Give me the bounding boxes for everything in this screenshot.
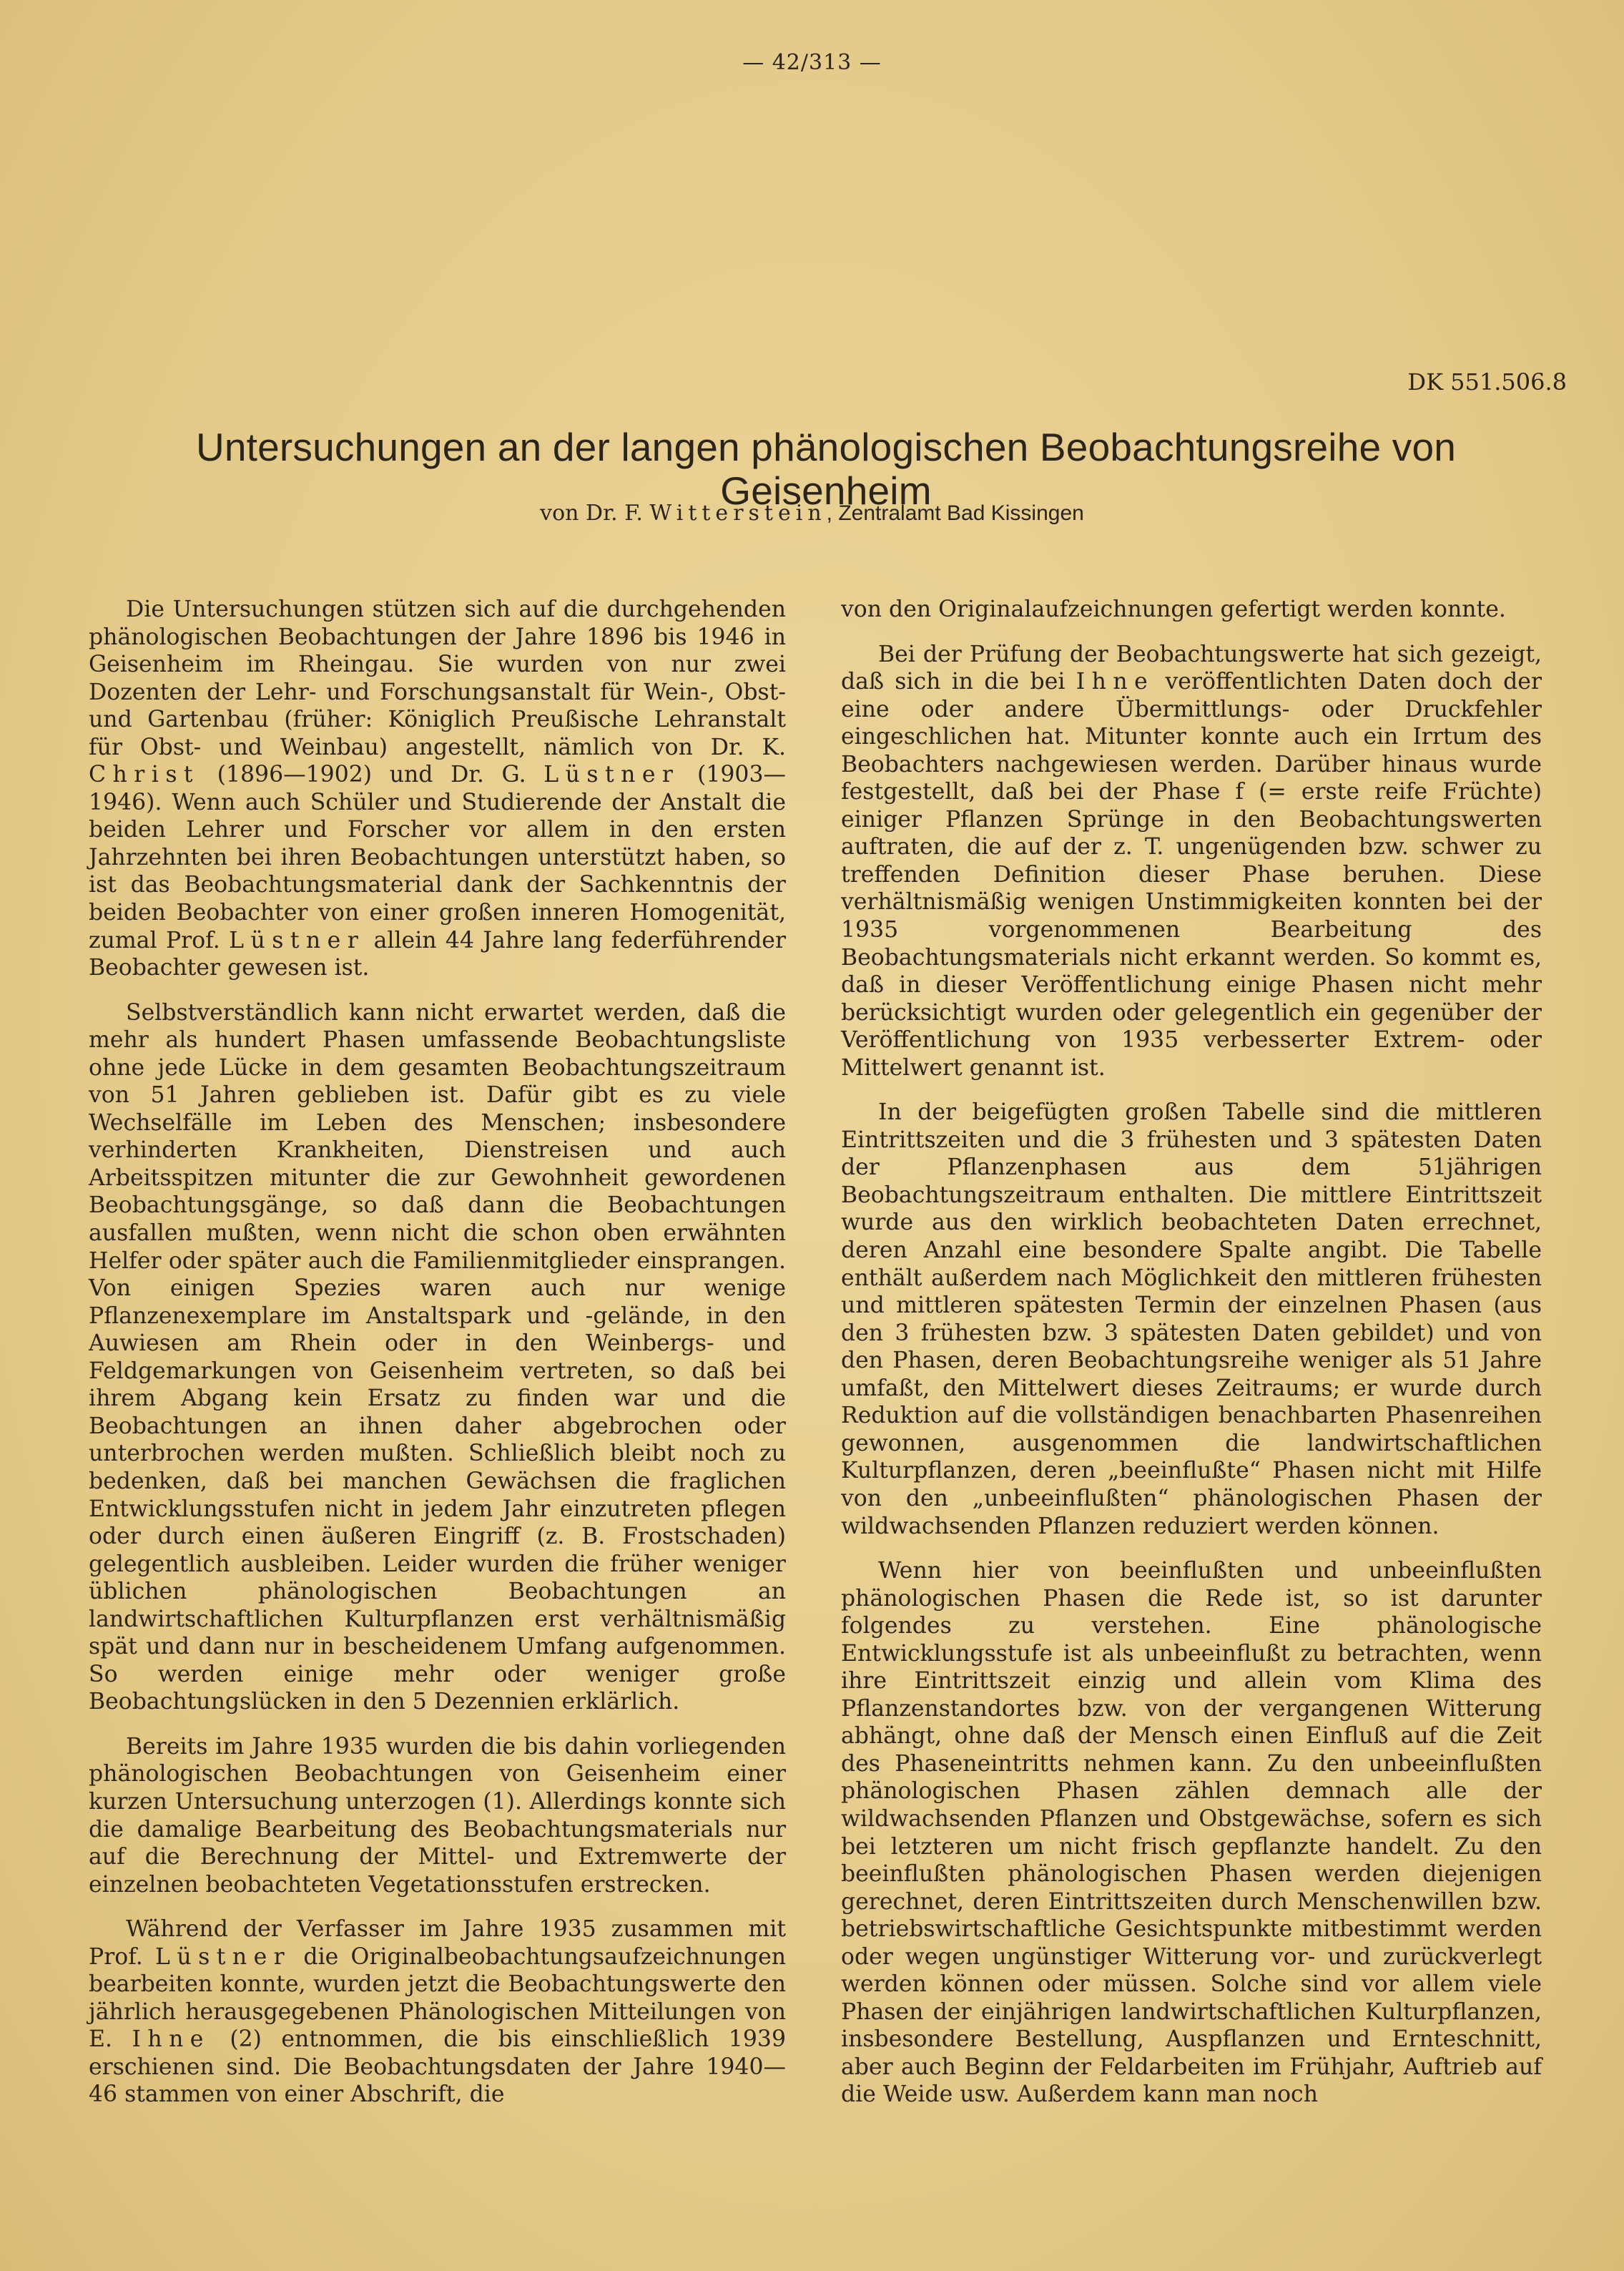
- paragraph: Wenn hier von beeinflußten und unbeeinflußten phänologischen Phasen die Rede ist, so ist darunter folgendes zu verstehen. Eine phänologische Entwicklungsstufe ist als unbeeinflußt zu betrachten, wenn ihre Eintrittszeit einzig und allein vom Klima des Pflanzenstandortes bzw. von der vergangenen Witterung abhängt, ohne daß der Mensch einen Einfluß auf die Zeit des Phaseneintritts nehmen kann. Zu den unbeeinflußten phänologischen Phasen zählen demnach alle der wildwachsenden Pflanzen und Obstgewächse, sofern es sich bei letzteren um nicht frisch gepflanzte handelt. Zu den beeinflußten phänologischen Phasen werden diejenigen gerechnet, deren Eintrittszeiten durch Menschenwillen bzw. betriebswirtschaftliche Gesichtspunkte mitbestimmt werden oder wegen ungünstiger Witterung vor- und zurückverlegt werden können oder müssen. Solche sind vor allem viele Phasen der einjährigen landwirtschaftlichen Kulturpflanzen, insbesondere Bestellung, Auspflanzen und Ernteschnitt, aber auch Beginn der Feldarbeiten im Frühjahr, Auftrieb auf die Weide usw. Außerdem kann man noch: [841, 1558, 1542, 2108]
- page-number: — 42/313 —: [742, 50, 882, 75]
- text-span: Bei der Prüfung der Beobachtungswerte hat sich gezeigt, daß sich in die bei: [841, 641, 1542, 695]
- paragraph: [841, 641, 1542, 1082]
- paragraph: von den Originalaufzeichnungen gefertigt werden konnte.: [841, 597, 1506, 622]
- paragraph: Bereits im Jahre 1935 wurden die bis dahin vorliegenden phänologischen Beobachtungen von Geisenheim einer kurzen Untersuchung unterzogen (1). Allerdings konnte sich die damalige Bearbeitung des Beobachtungsmaterials nur auf die Berechnung der Mittel- und Extremwerte der einzelnen beobachteten Vegetationsstufen erstrecken.: [89, 1733, 786, 1898]
- paragraph: [89, 596, 786, 982]
- person-name: Christ: [89, 762, 200, 788]
- person-name: Lüstner: [543, 762, 680, 788]
- person-name: Lüstner: [155, 1943, 292, 1970]
- byline-prefix: von Dr. F.: [540, 501, 650, 526]
- text-span: (2) entnommen, die bis einschließlich 1939 erschienen sind. Die Beobachtungsdaten der Jahre 1940—46 stammen von einer Abschrift, die: [89, 2026, 786, 2108]
- article-title: Untersuchungen an der langen phänologischen Beobachtungsreihe von Geisenheim: [195, 425, 1457, 513]
- paragraph: In der beigefügten großen Tabelle sind die mittleren Eintrittszeiten und die 3 frühesten und 3 spätesten Daten der Pflanzenphasen aus dem 51jährigen Beobachtungszeitraum enthalten. Die mittlere Eintrittszeit wurde aus den wirklich beobachteten Daten errechnet, deren Anzahl eine besondere Spalte angibt. Die Tabelle enthält außerdem nach Möglichkeit den mittleren frühesten und mittleren spätesten Termin der einzelnen Phasen (aus den 3 frühesten bzw. 3 spätesten Daten gebildet) und von den Phasen, deren Beobachtungsreihe weniger als 51 Jahre umfaßt, den Mittelwert dieses Zeitraums; er wurde durch Reduktion auf die vollständigen benachbarten Phasenreihen gewonnen, ausgenommen die landwirtschaftlichen Kulturpflanzen, deren „beeinflußte“ Phasen nicht mit Hilfe von den „unbeeinflußten“ phänologischen Phasen der wildwachsenden Pflanzen reduziert werden können.: [841, 1099, 1542, 1539]
- left-column: [89, 596, 786, 2126]
- text-span: Während der Verfasser im Jahre 1935 zusammen mit Prof.: [89, 1916, 786, 1970]
- classification-code: DK 551.506.8: [1407, 368, 1567, 396]
- paragraph: [89, 1916, 786, 2109]
- paragraph: Selbstverständlich kann nicht erwartet werden, daß die mehr als hundert Phasen umfassende Beobachtungsliste ohne jede Lücke in dem gesamten Beobachtungszeitraum von 51 Jahren geblieben ist. Dafür gibt es zu viele Wechselfälle im Leben des Menschen; insbesondere verhinderten Krankheiten, Dienstreisen und auch Arbeitsspitzen mitunter die zur Gewohnheit gewordenen Beobachtungsgänge, so daß dann die Beobachtungen ausfallen mußten, wenn nicht die schon oben erwähnten Helfer oder später auch die Familienmitglieder einsprangen. Von einigen Spezies waren auch nur wenige Pflanzenexemplare im Anstaltspark und -gelände, in den Auwiesen am Rhein oder in den Weinbergs- und Feldgemarkungen von Geisenheim vertreten, so daß bei ihrem Abgang kein Ersatz zu finden war und die Beobachtungen an ihnen daher abgebrochen oder unterbrochen werden mußten. Schließlich bleibt noch zu bedenken, daß bei manchen Gewächsen die fraglichen Entwicklungsstufen nicht in jedem Jahr einzutreten pflegen oder durch einen äußeren Eingriff (z. B. Frostschaden) gelegentlich ausbleiben. Leider wurden die früher weniger üblichen phänologischen Beobachtungen an landwirtschaftlichen Kulturpflanzen erst verhältnismäßig spät und dann nur in bescheidenem Umfang aufgenommen. So werden einige mehr oder weniger große Beobachtungslücken in den 5 Dezennien erklärlich.: [89, 999, 786, 1715]
- text-span: Die Untersuchungen stützen sich auf die durchgehenden phänologischen Beobachtungen der Jahre 1896 bis 1946 in Geisenheim im Rheingau. Sie wurden von nur zwei Dozenten der Lehr- und Forschungsanstalt für Wein-, Obst- und Gartenbau (früher: Königlich Preußische Lehranstalt für Obst- und Weinbau) angestellt, nämlich von Dr. K.: [89, 597, 786, 760]
- text-span: (1903—1946). Wenn auch Schüler und Studierende der Anstalt die beiden Lehrer und Forscher vor allem in den ersten Jahrzehnten bei ihren Beobachtungen unterstützt haben, so ist das Beobachtungsmaterial dank der Sachkenntnis der beiden Beobachter von einer großen inneren Homogenität, zumal Prof.: [89, 762, 787, 953]
- byline-affiliation: , Zentralamt Bad Kissingen: [826, 501, 1084, 525]
- text-span: allein 44 Jahre lang federführender Beobachter gewesen ist.: [89, 927, 787, 981]
- byline: [0, 501, 1624, 526]
- person-name: Lüstner: [229, 927, 365, 953]
- text-span: veröffentlichten Daten doch der eine oder andere Übermittlungs- oder Druckfehler eingeschlichen hat. Mitunter konnte auch ein Irrtum des Beobachters nachgewiesen werden. Darüber hinaus wurde festgestellt, daß bei der Phase f (= erste reife Früchte) einiger Pflanzen Sprünge in den Beobachtungswerten auftraten, die auf der z. T. ungenügenden bzw. schwer zu treffenden Definition dieser Phase beruhen. Diese verhältnismäßig wenigen Unstimmigkeiten konnten bei der 1935 vorgenommenen Bearbeitung des Beobachtungsmaterials nicht erkannt werden. So kommt es, daß in dieser Veröffentlichung einige Phasen nicht mehr berücksichtigt wurden oder gelegentlich ein gegenüber der Veröffentlichung von 1935 verbesserter Extrem- oder Mittelwert genannt ist.: [841, 669, 1542, 1081]
- person-name: Ihne: [132, 2026, 210, 2053]
- text-span: (1896—1902) und Dr. G.: [200, 762, 544, 788]
- text-span: die Originalbeobachtungsaufzeichnungen bearbeiten konnte, wurden jetzt die Beobachtungswerte den jährlich herausgegebenen Phänologischen Mitteilungen von E.: [89, 1943, 787, 2053]
- byline-author: Witterstein: [649, 501, 827, 526]
- right-column: [841, 596, 1542, 2126]
- person-name: Ihne: [1076, 669, 1155, 695]
